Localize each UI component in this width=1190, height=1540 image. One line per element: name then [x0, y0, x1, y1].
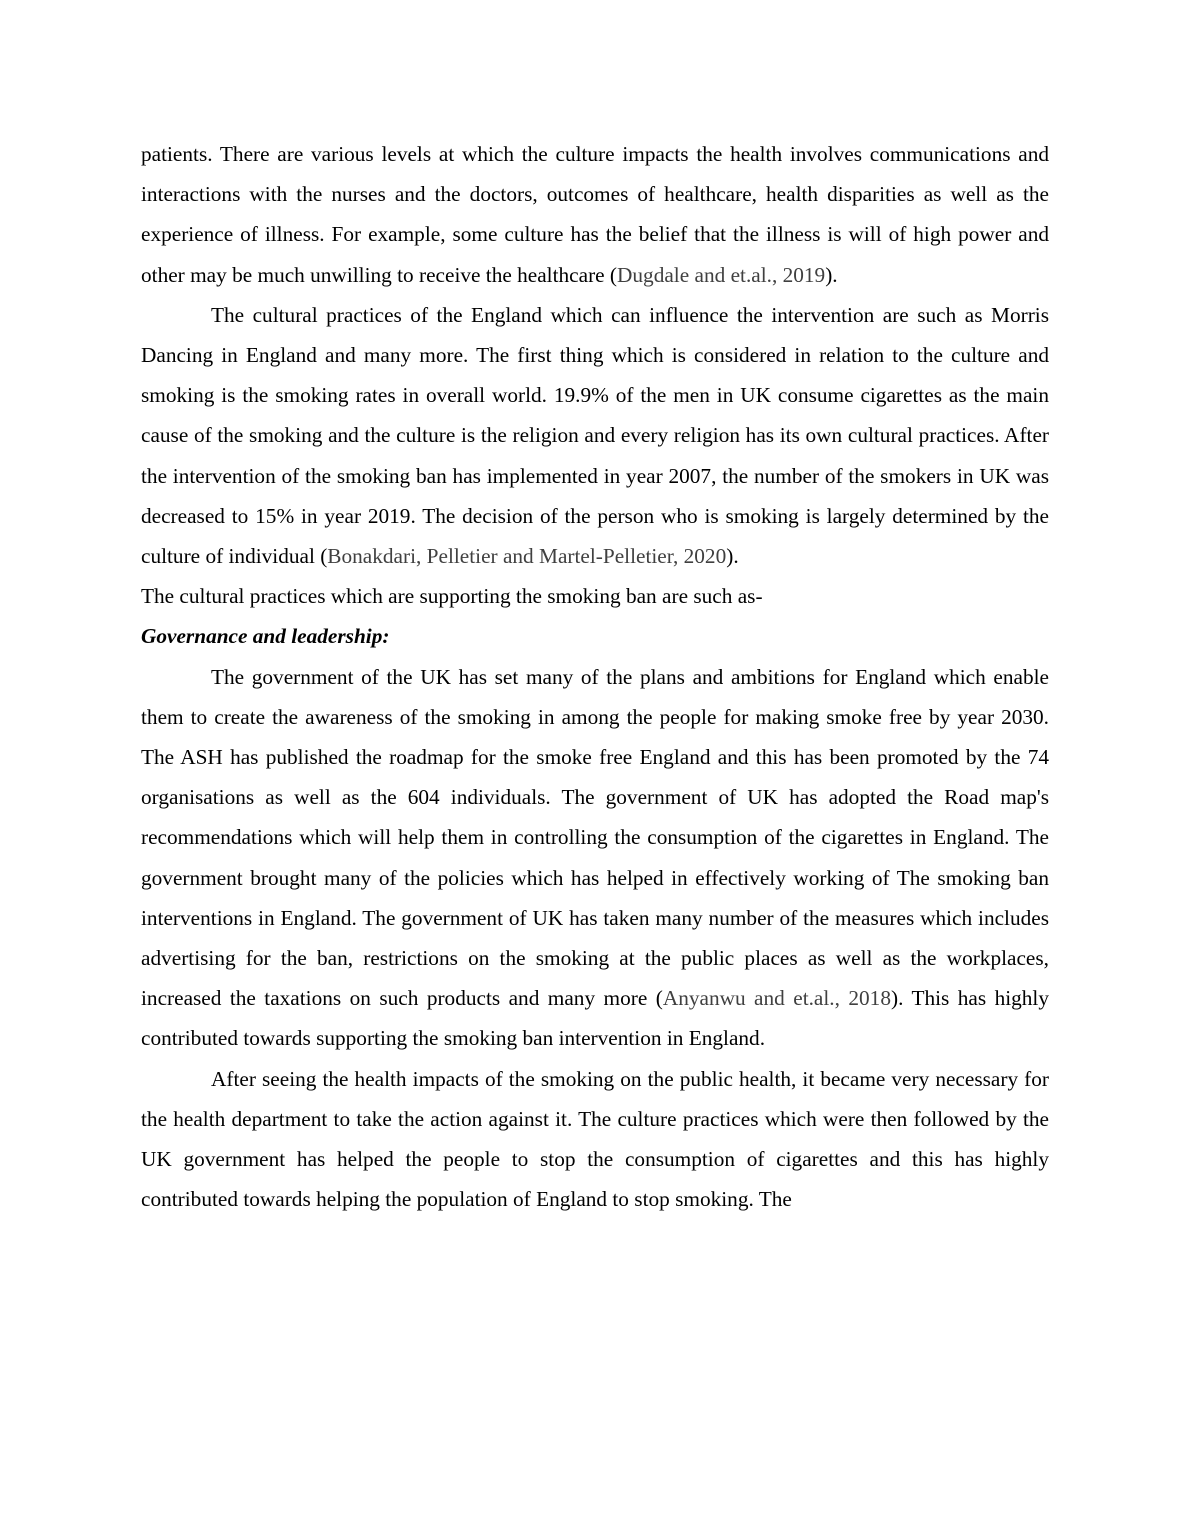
document-body: [141, 134, 1049, 1219]
paragraph-government-plans: [141, 657, 1049, 1059]
citation-anyanwu: Anyanwu and et.al., 2018: [662, 986, 891, 1011]
paragraph-supporting-practices-intro: The cultural practices which are supporting the smoking ban are such as-: [141, 584, 763, 609]
paragraph-culture-health: [141, 134, 1049, 295]
paragraph-text: ). This has highly contributed towards supporting the smoking ban intervention in England.: [141, 986, 1049, 1051]
paragraph-text: ).: [726, 544, 739, 569]
paragraph-text: patients. There are various levels at which the culture impacts the health involves communications and interactions with the nurses and the doctors, outcomes of healthcare, health disparities as well as the experience of illness. For example, some culture has the belief that the illness is will of high power and other may be much unwilling to receive the healthcare (: [141, 142, 1049, 287]
citation-bonakdari: Bonakdari, Pelletier and Martel-Pelletier, 2020: [327, 544, 727, 569]
paragraph-text: The government of the UK has set many of the plans and ambitions for England which enable them to create the awareness of the smoking in among the people for making smoke free by year 2030. The ASH has published the roadmap for the smoke free England and this has been promoted by the 74 organisations as well as the 604 individuals. The government of UK has adopted the Road map's recommendations which will help them in controlling the consumption of the cigarettes in England. The government brought many of the policies which has helped in effectively working of The smoking ban interventions in England. The government of UK has taken many number of the measures which includes advertising for the ban, restrictions on the smoking at the public places as well as the workplaces, increased the taxations on such products and many more (: [141, 664, 1049, 1011]
paragraph-text: The cultural practices of the England which can influence the intervention are such as Morris Dancing in England and many more. The first thing which is considered in relation to the culture and smoking is the smoking rates in overall world. 19.9% of the men in UK consume cigarettes as the main cause of the smoking and the culture is the religion and every religion has its own cultural practices. After the intervention of the smoking ban has implemented in year 2007, the number of the smokers in UK was decreased to 15% in year 2019. The decision of the person who is smoking is largely determined by the culture of individual (: [141, 302, 1049, 569]
section-heading-governance: Governance and leadership:: [141, 624, 390, 649]
paragraph-health-impacts: After seeing the health impacts of the smoking on the public health, it became very necessary for the health department to take the action against it. The culture practices which were then followed by the UK government has helped the people to stop the consumption of cigarettes and this has highly contributed towards helping the population of England to stop smoking. The: [141, 1066, 1049, 1212]
citation-dugdale: Dugdale and et.al., 2019: [617, 262, 826, 287]
paragraph-cultural-practices-england: [141, 295, 1049, 576]
paragraph-text: ).: [825, 262, 838, 287]
